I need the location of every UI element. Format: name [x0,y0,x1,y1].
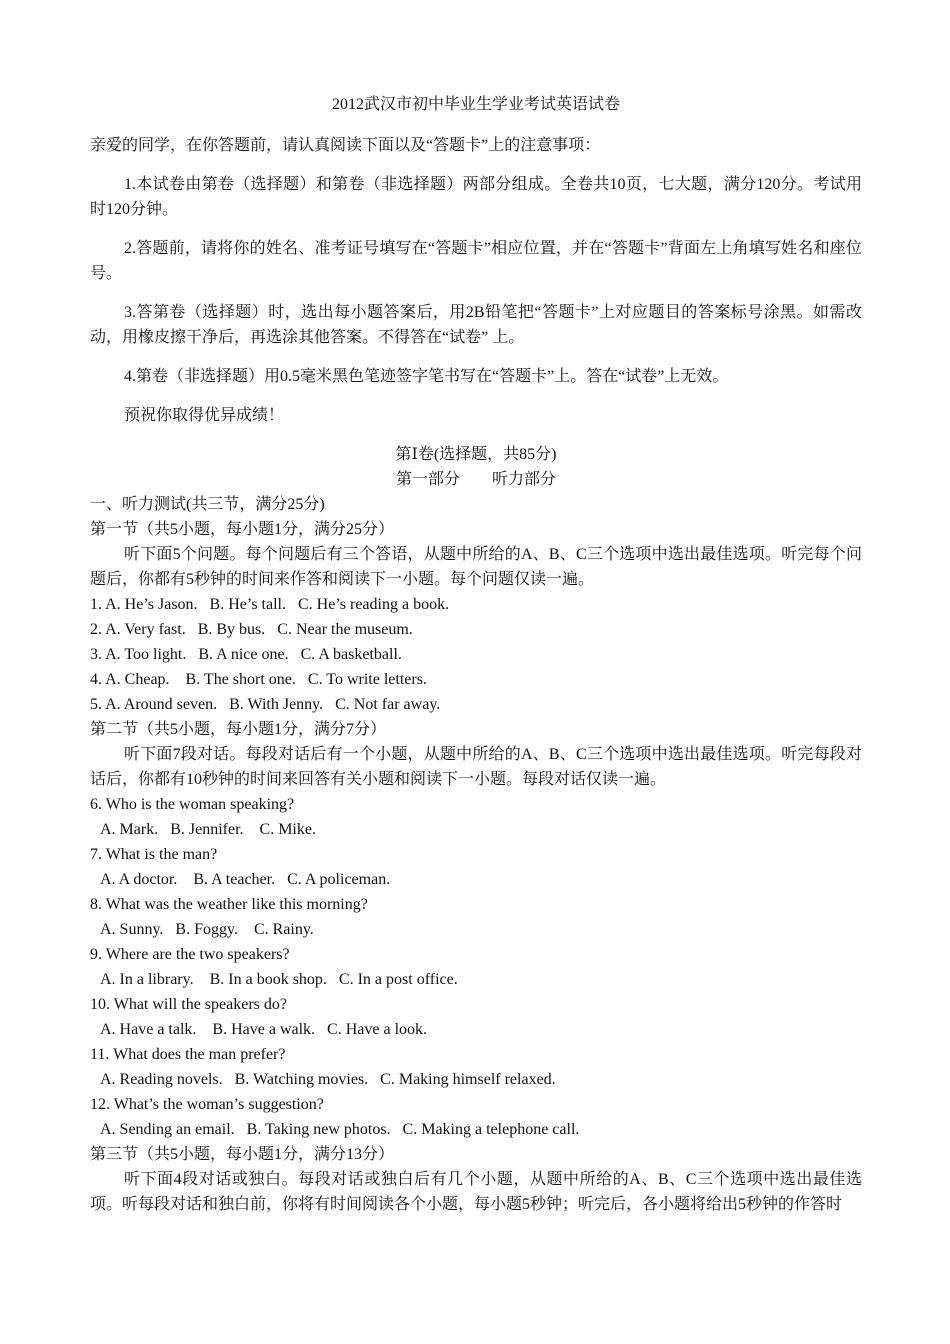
s1-question-5: 5. A. Around seven. B. With Jenny. C. Not far away. [90,696,441,713]
notice-intro: 亲爱的同学，在你答题前，请认真阅读下面以及“答题卡”上的注意事项： [90,137,601,154]
s2-options-12: A. Sending an email. B. Taking new photos. C. Making a telephone call. [100,1121,580,1138]
s2-instructions: 听下面7段对话。每段对话后有一个小题，从题中所给的A、B、C三个选项中选出最佳选项。听完每段对话后，你都有10秒钟的时间来回答有关小题和阅读下一小题。每段对话仅读一遍。 [90,746,862,788]
exam-page [90,92,862,1217]
notice-item-2: 2.答题前，请将你的姓名、准考证号填写在“答题卡”相应位置，并在“答题卡”背面左上角填写姓名和座位号。 [90,240,862,282]
s2-question-7: 7. What is the man? [90,846,218,863]
s1-instructions: 听下面5个问题。每个问题后有三个答语，从题中所给的A、B、C三个选项中选出最佳选项。听完每个问题后，你都有5秒钟的时间来作答和阅读下一小题。每个问题仅读一遍。 [90,546,862,588]
s2-options-10: A. Have a talk. B. Have a walk. C. Have a look. [100,1021,428,1038]
exam-title: 2012武汉市初中毕业生学业考试英语试卷 [331,96,620,113]
s2-question-11: 11. What does the man prefer? [90,1046,286,1063]
notice-item-1: 1.本试卷由第卷（选择题）和第卷（非选择题）两部分组成。全卷共10页，七大题，满分120分。考试用时120分钟。 [90,176,862,218]
part1-heading: 第Ⅰ卷(选择题，共85分) [395,446,557,463]
s2-options-9: A. In a library. B. In a book shop. C. In a post office. [100,971,458,988]
s2-question-8: 8. What was the weather like this morning? [90,896,368,913]
s2-options-6: A. Mark. B. Jennifer. C. Mike. [100,821,316,838]
part1-subheading: 第一部分 听力部分 [395,471,556,488]
s2-options-8: A. Sunny. B. Foggy. C. Rainy. [100,921,314,938]
s2-question-10: 10. What will the speakers do? [90,996,287,1013]
s2-question-6: 6. Who is the woman speaking? [90,796,295,813]
s2-options-11: A. Reading novels. B. Watching movies. C. Making himself relaxed. [100,1071,556,1088]
s3-title: 第三节（共5小题，每小题1分，满分13分） [90,1146,395,1163]
s2-options-7: A. A doctor. B. A teacher. C. A policeman. [100,871,391,888]
notice-item-3: 3.答第卷（选择题）时，选出每小题答案后，用2B铅笔把“答题卡”上对应题目的答案标号涂黑。如需改动，用橡皮擦干净后，再选涂其他答案。不得答在“试卷” 上。 [90,304,862,346]
s2-title: 第二节（共5小题，每小题1分，满分7分） [90,721,387,738]
s1-question-1: 1. A. He’s Jason. B. He’s tall. C. He’s reading a book. [90,596,450,613]
s1-question-2: 2. A. Very fast. B. By bus. C. Near the museum. [90,621,413,638]
s3-instructions: 听下面4段对话或独白。每段对话或独白后有几个小题，从题中所给的A、B、C三个选项中选出最佳选项。听每段对话和独白前，你将有时间阅读各个小题，每小题5秒钟；听完后，各小题将给出5秒钟的作答时 [90,1171,862,1213]
notice-wish: 预祝你取得优异成绩！ [124,407,285,424]
s1-question-3: 3. A. Too light. B. A nice one. C. A basketball. [90,646,402,663]
listening-section-title: 一、听力测试(共三节，满分25分) [90,496,325,513]
s1-question-4: 4. A. Cheap. B. The short one. C. To write letters. [90,671,427,688]
notice-item-4: 4.第卷（非选择题）用0.5毫米黑色笔迹签字笔书写在“答题卡”上。答在“试卷”上无效。 [124,368,729,385]
s2-question-12: 12. What’s the woman’s suggestion? [90,1096,324,1113]
s1-title: 第一节（共5小题，每小题1分，满分25分） [90,521,395,538]
s2-question-9: 9. Where are the two speakers? [90,946,290,963]
